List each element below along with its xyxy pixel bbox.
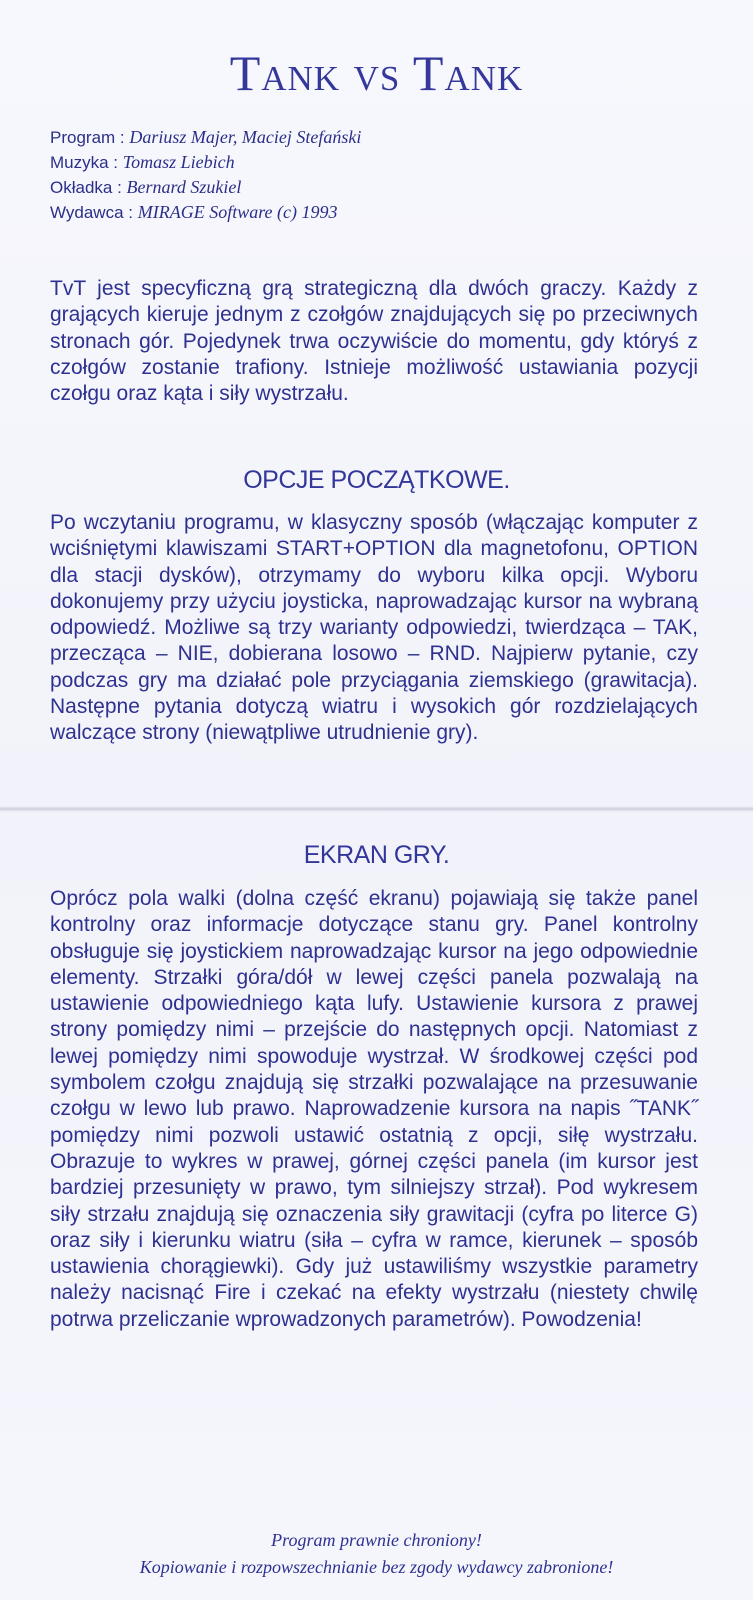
credit-role: Wydawca :	[50, 203, 133, 222]
credit-name: Bernard Szukiel	[126, 177, 242, 197]
game-screen-paragraph: Oprócz pola walki (dolna część ekranu) pojawiają się także panel kontrolny oraz informacje dotyczące stanu gry. Panel kontrolny obsługuje się joystickiem naprowadzając kursor na jego odpowiednie elementy. Strzałki góra/dół w lewej części panela pozwalają na ustawienie odpowiedniego kąta lufy. Ustawienie kursora z prawej strony pomiędzy nimi – przejście do następnych opcji. Natomiast z lewej pomiędzy nimi spowoduje wystrzał. W środkowej części pod symbolem czołgu znajdują się strzałki pozwalające na przesuwanie czołgu w lewo lub prawo. Naprowadzenie kursora na napis ˝TANK˝ pomiędzy nimi pozwoli ustawić ostatnią z opcji, siłę wystrzału. Obrazuje to wykres w prawej, górnej części panela (im kursor jest bardziej przesunięty w prawo, tym silniejszy strzał). Pod wykresem siły strzału znajdują się oznaczenia siły grawitacji (cyfra po literce G) oraz siły i kierunku wiatru (siła – cyfra w ramce, kierunek – sposób ustawienia chorągiewki). Gdy już ustawiliśmy wszystkie parametry należy nacisnąć Fire i czekać na efekty wystrzału (niestety chwilę potrwa przeliczanie wprowadzonych parametrów). Powodzenia!	[50, 887, 698, 1331]
credit-program	[50, 125, 710, 150]
copyright-line-1: Program prawnie chroniony!	[271, 1530, 482, 1550]
credit-name: Tomasz Liebich	[122, 152, 235, 172]
copyright-line-2: Kopiowanie i rozpowszechnianie bez zgody wydawcy zabronione!	[139, 1557, 614, 1577]
game-title: Tank vs Tank	[229, 45, 524, 101]
credit-publisher	[50, 200, 710, 225]
copyright-notice	[0, 1527, 753, 1581]
credit-role: Muzyka :	[50, 153, 119, 172]
initial-options-paragraph: Po wczytaniu programu, w klasyczny sposób (włączając komputer z wciśniętymi klawiszami START+OPTION dla magnetofonu, OPTION dla stacji dysków), otrzymamy do wyboru kilka opcji. Wyboru dokonujemy przy użyciu joysticka, naprowadzając kursor na wybraną odpowiedź. Możliwe są trzy warianty odpowiedzi, twierdząca – TAK, przecząca – NIE, dobierana losowo – RND. Najpierw pytanie, czy podczas gry ma działać pole przyciągania ziemskiego (grawitacja). Następne pytania dotyczą wiatru i wysokich gór rozdzielających walczące strony (niewątpliwe utrudnienie gry).	[50, 511, 698, 745]
credit-role: Okładka :	[50, 178, 122, 197]
credit-cover	[50, 175, 710, 200]
credit-role: Program :	[50, 128, 125, 147]
section-heading-initial-options: OPCJE POCZĄTKOWE.	[243, 466, 510, 494]
credits-block	[50, 125, 710, 225]
section-heading-game-screen: EKRAN GRY.	[303, 841, 450, 869]
intro-paragraph: TvT jest specyficzną grą strategiczną dla dwóch graczy. Każdy z grających kieruje jednym z czołgów znajdujących się po przeciwnych stronach gór. Pojedynek trwa oczywiście do momentu, gdy któryś z czołgów zostanie trafiony. Istnieje możliwość ustawiania pozycji czołgu oraz kąta i siły wystrzału.	[50, 277, 698, 406]
credit-music	[50, 150, 710, 175]
paper-fold-crease	[0, 806, 753, 812]
credit-name: MIRAGE Software (c) 1993	[137, 202, 338, 222]
credit-name: Dariusz Majer, Maciej Stefański	[129, 127, 362, 147]
